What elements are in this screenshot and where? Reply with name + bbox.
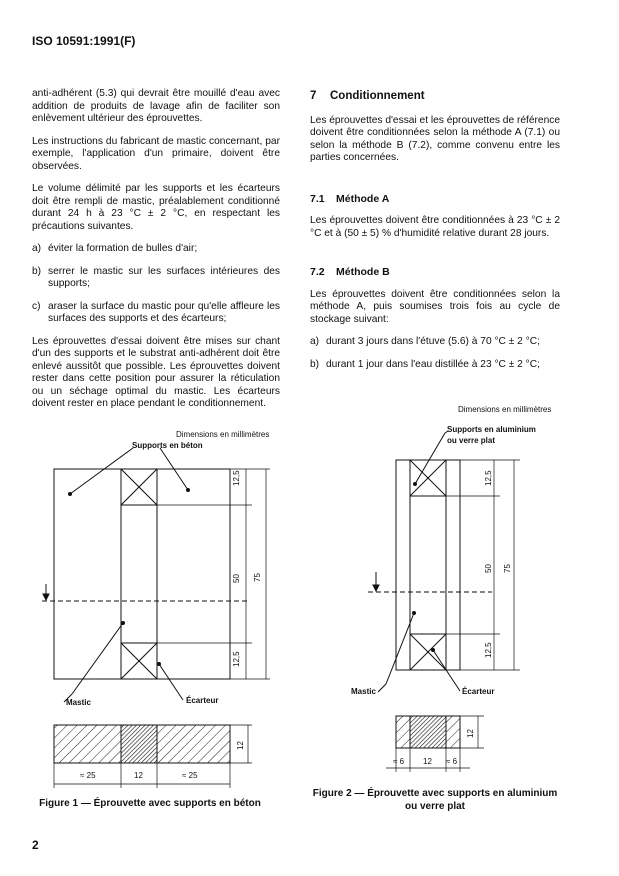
subsection-number: 7.2 xyxy=(310,266,325,278)
list-text: éviter la formation de bulles d'air; xyxy=(48,243,198,254)
paragraph: anti-adhérent (5.3) qui devrait être mouillé d'eau avec addition de produits de lavage afin de faciliter son enlèvement ultérieur des éprouvettes. xyxy=(32,88,280,124)
figure-2-main xyxy=(368,431,520,692)
supports-label: ou verre plat xyxy=(447,436,496,445)
paragraph: Les éprouvettes d'essai et les éprouvettes de référence doivent être conditionnées selon la méthode A (7.1) ou selon la méthode B (7.2), comme convenu entre les parties concernées. xyxy=(310,114,560,163)
standard-id: ISO 10591:1991(F) xyxy=(32,34,136,48)
list-text: durant 3 jours dans l'étuve (5.6) à 70 °C ± 2 °C; xyxy=(326,336,540,347)
list-label: b) xyxy=(310,358,320,370)
supports-label: Supports en béton xyxy=(132,441,203,450)
paragraph: Les éprouvettes doivent être conditionnées selon la méthode A, puis soumises trois fois au cycle de stockage suivant: xyxy=(310,288,560,325)
dimensions-note: Dimensions en millimètres xyxy=(458,405,552,414)
dimension-label: ≈ 6 xyxy=(446,757,458,766)
dimension-label: 75 xyxy=(503,564,512,573)
mastic-label: Mastic xyxy=(66,698,91,707)
dimension-label: ≈ 25 xyxy=(182,771,198,780)
list-text: araser la surface du mastic pour qu'elle affleure les surfaces des supports et des écarteurs; xyxy=(48,300,280,324)
figure-2-caption: Figure 2 — Éprouvette avec supports en aluminium xyxy=(312,788,558,799)
dimension-label: 12 xyxy=(236,741,245,750)
subsection-title: Méthode B xyxy=(336,266,390,278)
dimension-label: 12 xyxy=(466,729,475,738)
figure-1-caption: Figure 1 — Éprouvette avec supports en béton xyxy=(39,798,261,809)
dimension-label: ≈ 25 xyxy=(80,771,96,780)
list-label: a) xyxy=(310,336,320,347)
dimension-label: 50 xyxy=(484,564,493,573)
mastic-label: Mastic xyxy=(351,687,376,696)
paragraph: Les éprouvettes d'essai doivent être mises sur chant d'un des supports et le substrat anti-adhérent doit être enlevé aussitôt que possible. Les éprouvettes doivent rester dans cette position pour assurer la réticulation ou un séchage optimal du mastic. Les écarteurs doivent rester en place pendant le conditionnement. xyxy=(32,335,280,409)
dimension-label: 75 xyxy=(253,573,262,582)
page-number: 2 xyxy=(32,838,39,852)
subsection-title: Méthode A xyxy=(336,192,390,205)
ecarteur-label: Écarteur xyxy=(186,696,219,705)
list-label: a) xyxy=(32,243,42,254)
paragraph: Les éprouvettes doivent être conditionnées à 23 °C ± 2 °C et à (50 ± 5) % d'humidité relative durant 28 jours. xyxy=(310,215,560,239)
list-text: durant 1 jour dans l'eau distillée à 23 °C ± 2 °C; xyxy=(326,358,540,370)
section-number: 7 xyxy=(310,90,317,102)
supports-label: Supports en aluminium xyxy=(447,425,536,434)
paragraph: Les instructions du fabricant de mastic concernant, par exemple, l'application d'un primaire, doivent être observées. xyxy=(32,135,280,172)
dimension-label: 12,5 xyxy=(484,470,493,486)
dimension-label: 50 xyxy=(232,574,241,583)
paragraph: Le volume délimité par les supports et les écarteurs doit être rempli de mastic, préalablement conditionné durant 24 h à 23 °C ± 2 °C, en respectant les précautions suivantes. xyxy=(32,183,280,232)
list-label: b) xyxy=(32,265,42,277)
list-text: serrer le mastic sur les surfaces intérieures des supports; xyxy=(48,265,280,289)
figure-2-caption: ou verre plat xyxy=(404,801,466,812)
dimension-label: 12,5 xyxy=(232,651,241,667)
dimension-label: 12,5 xyxy=(484,642,493,658)
dimensions-note: Dimensions en millimètres xyxy=(176,430,270,439)
dimension-label: 12 xyxy=(134,771,143,780)
list-label: c) xyxy=(32,300,41,312)
section-title: Conditionnement xyxy=(330,90,425,102)
dimension-label: 12,5 xyxy=(232,470,241,486)
dimension-label: ≈ 6 xyxy=(393,757,405,766)
subsection-number: 7.1 xyxy=(310,192,325,205)
dimension-label: 12 xyxy=(423,757,432,766)
ecarteur-label: Écarteur xyxy=(462,687,495,696)
